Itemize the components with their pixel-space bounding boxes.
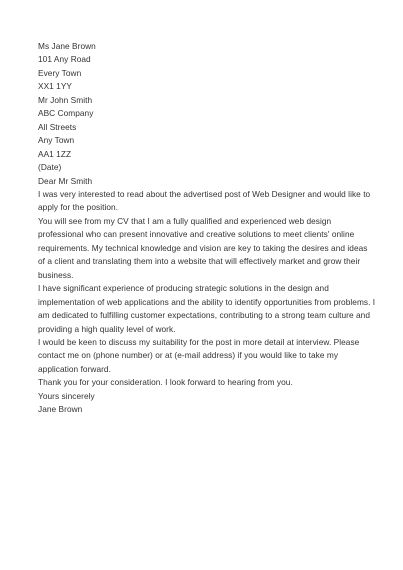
recipient-street: All Streets — [38, 121, 77, 132]
date-placeholder: (Date) — [38, 162, 62, 173]
recipient-postcode: AA1 1ZZ — [38, 148, 72, 159]
paragraph-line: of a client and translating them into a website that will effectively market and grow their — [38, 256, 361, 267]
sender-town: Every Town — [38, 67, 82, 78]
paragraph-line: contact me on (phone number) or at (e-mail address) if you would like to take my — [38, 350, 339, 361]
paragraph-line: professional who can present innovative and creative solutions to meet clients' online — [38, 229, 355, 240]
paragraph-line: Thank you for your consideration. I look forward to hearing from you. — [38, 377, 293, 388]
paragraph-line: requirements. My technical knowledge and vision are key to taking the desires and ideas — [38, 242, 368, 253]
recipient-address — [38, 94, 368, 161]
paragraph-thanks — [38, 376, 368, 389]
paragraph-line: application forward. — [38, 363, 111, 374]
closing: Yours sincerely — [38, 390, 95, 401]
paragraph-line: apply for the position. — [38, 202, 119, 213]
recipient-company: ABC Company — [38, 108, 94, 119]
paragraph-line: You will see from my CV that I am a fully qualified and experienced web design — [38, 215, 332, 226]
paragraph-line: am dedicated to fulfilling customer expectations, contributing to a strong team culture and — [38, 310, 370, 321]
paragraph-line: providing a high quality level of work. — [38, 323, 176, 334]
paragraph-line: I would be keen to discuss my suitability for the post in more detail at interview. Please — [38, 336, 360, 347]
paragraph-line: I have significant experience of producing strategic solutions in the design and — [38, 283, 329, 294]
salutation: Dear Mr Smith — [38, 175, 93, 186]
sender-postcode: XX1 1YY — [38, 81, 73, 92]
sender-address-line-1: 101 Any Road — [38, 54, 91, 65]
sender-address — [38, 40, 368, 94]
sender-name: Ms Jane Brown — [38, 41, 96, 51]
recipient-name: Mr John Smith — [38, 94, 93, 105]
paragraph-interest — [38, 188, 371, 215]
cover-letter — [38, 40, 376, 417]
paragraph-line: implementation of web applications and the ability to identify opportunities from problems. I — [38, 296, 376, 307]
paragraph-experience — [38, 282, 376, 336]
paragraph-line: I was very interested to read about the advertised post of Web Designer and would like to — [38, 188, 371, 199]
paragraph-line: business. — [38, 269, 74, 280]
paragraph-qualifications — [38, 215, 368, 282]
recipient-town: Any Town — [38, 135, 75, 146]
signature-name: Jane Brown — [38, 404, 83, 415]
paragraph-interview — [38, 336, 368, 376]
